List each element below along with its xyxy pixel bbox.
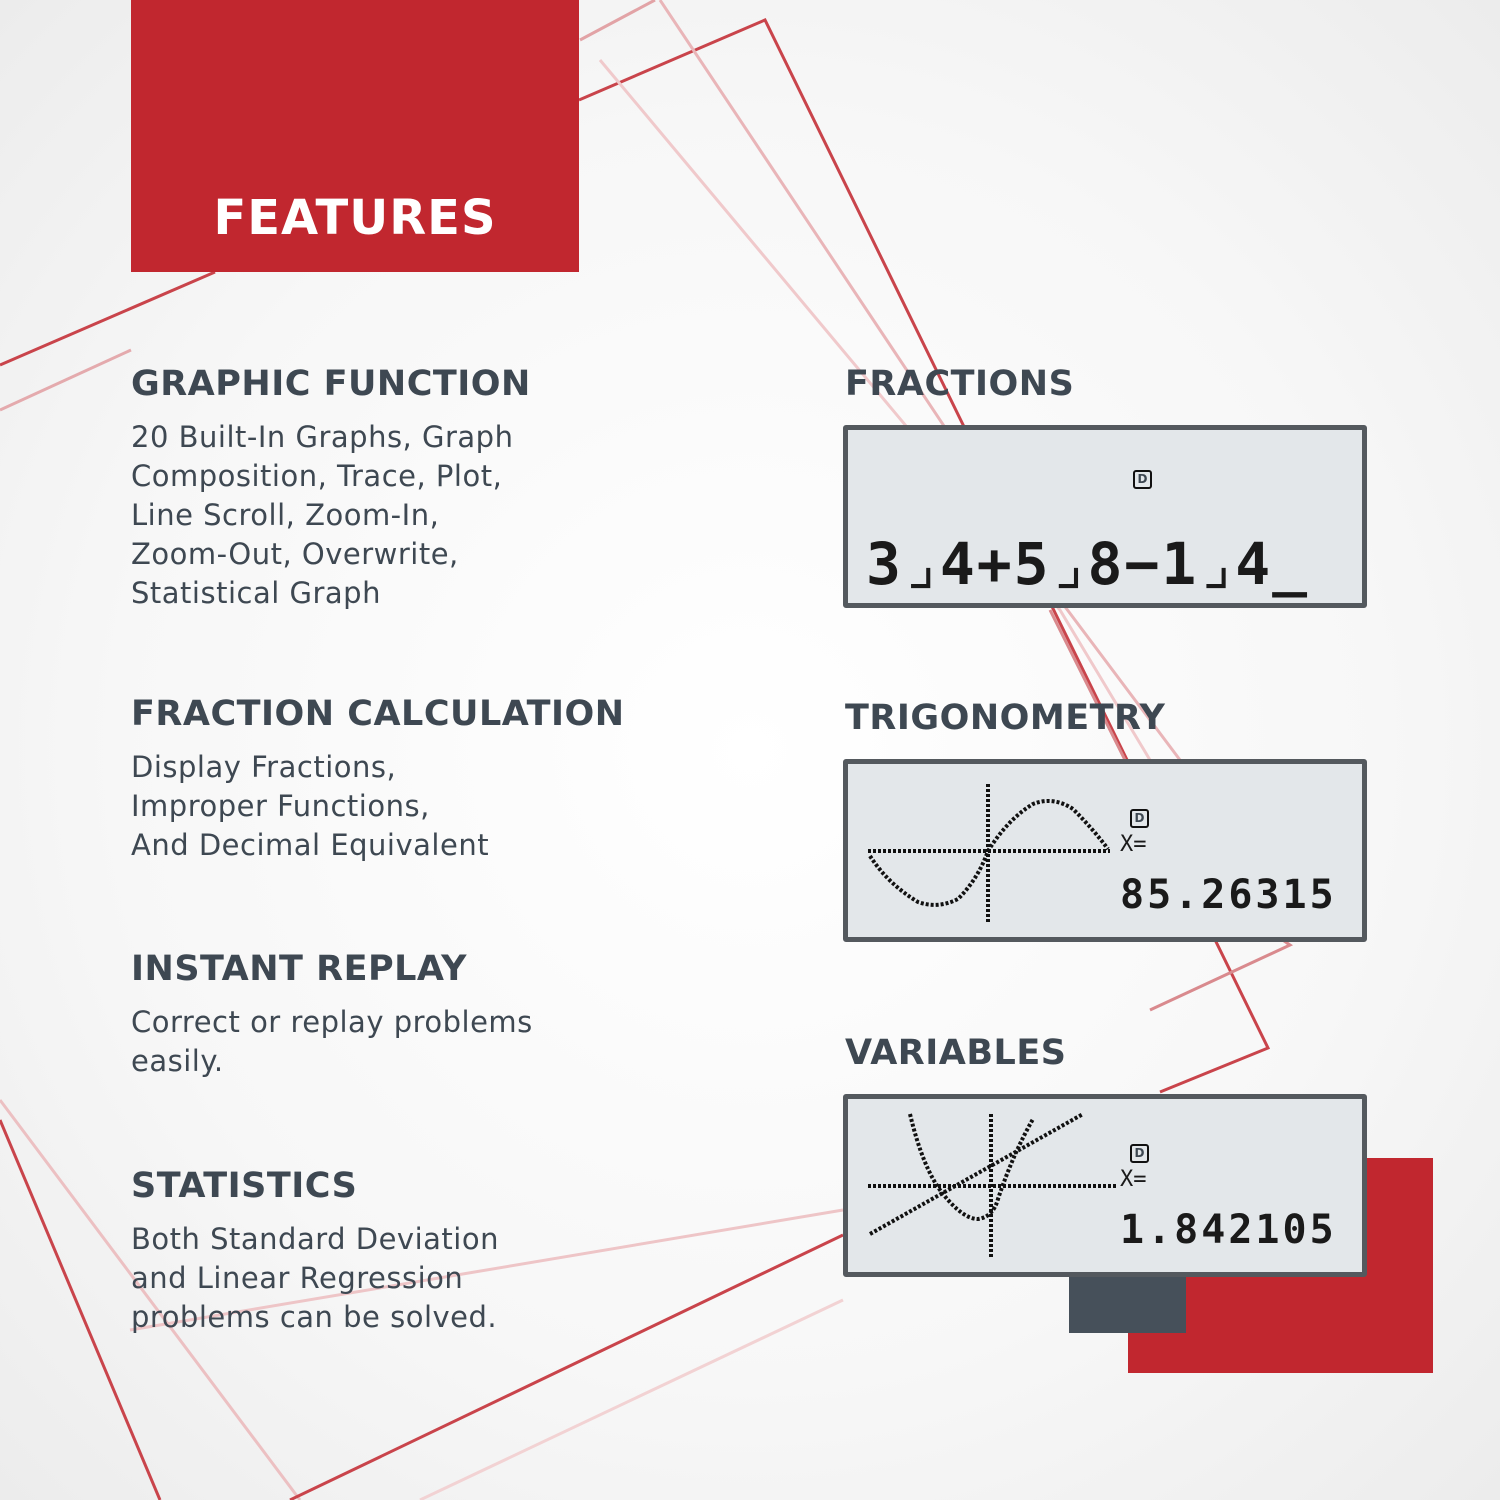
feature-text: 20 Built-In Graphs, Graph Composition, Trace, Plot, Line Scroll, Zoom-In, Zoom-Out, Overwrite, Statistical Graph xyxy=(131,420,514,610)
feature-graphic-function xyxy=(131,364,691,613)
fractions-lcd-screen xyxy=(843,425,1367,608)
feature-title: STATISTICS xyxy=(131,1166,358,1206)
degree-indicator: D xyxy=(1130,1144,1149,1163)
feature-title: INSTANT REPLAY xyxy=(131,949,468,989)
x-value: 1.842105 xyxy=(1120,1207,1337,1253)
fractions-title: FRACTIONS xyxy=(845,364,1075,404)
x-label: X= xyxy=(1120,832,1147,857)
feature-instant-replay xyxy=(131,949,691,1081)
x-label: X= xyxy=(1120,1167,1147,1192)
feature-title: FRACTION CALCULATION xyxy=(131,694,625,734)
degree-indicator: D xyxy=(1133,470,1152,489)
feature-title: GRAPHIC FUNCTION xyxy=(131,364,531,404)
feature-text: Correct or replay problems easily. xyxy=(131,1005,533,1078)
banner-title: FEATURES xyxy=(213,190,497,246)
degree-indicator: D xyxy=(1130,809,1149,828)
feature-fraction-calculation xyxy=(131,694,691,865)
feature-statistics xyxy=(131,1166,691,1337)
fraction-expression: 3⌟4+5⌟8−1⌟4_ xyxy=(866,530,1310,598)
variables-title: VARIABLES xyxy=(845,1033,1067,1073)
trigonometry-title: TRIGONOMETRY xyxy=(845,698,1166,738)
x-value: 85.26315 xyxy=(1120,872,1337,918)
variables-lcd-screen xyxy=(843,1094,1367,1277)
decorative-slate-block xyxy=(1069,1270,1186,1333)
feature-text: Display Fractions, Improper Functions, And Decimal Equivalent xyxy=(131,750,490,862)
linear-line xyxy=(870,1114,1083,1234)
trigonometry-lcd-screen xyxy=(843,759,1367,942)
features-banner xyxy=(131,0,579,272)
feature-text: Both Standard Deviation and Linear Regression problems can be solved. xyxy=(131,1222,499,1334)
